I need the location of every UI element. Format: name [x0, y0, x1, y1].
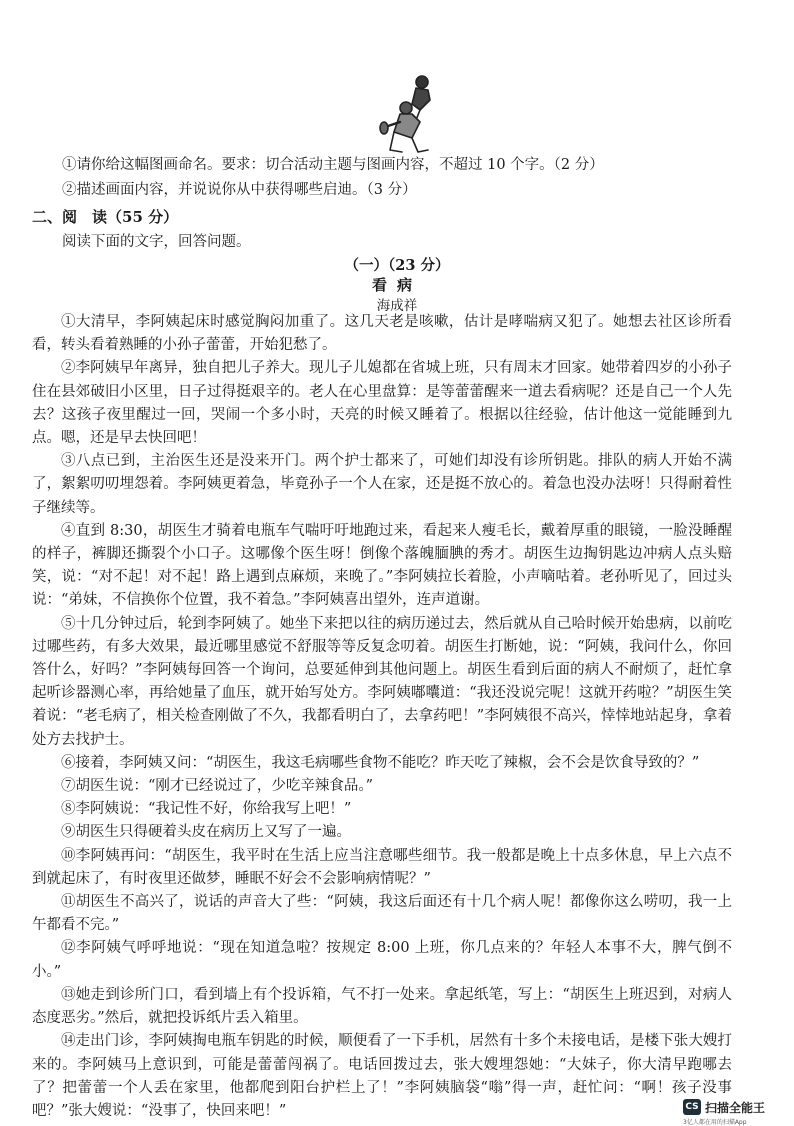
article-author: 海成祥 — [376, 298, 418, 314]
paragraph: ⑭走出门诊，李阿姨掏电瓶车钥匙的时候，顺便看了一下手机，居然有十多个未接电话，是楼下张大嫂打来的。李阿姨马上意识到，可能是蕾蕾闯祸了。电话回拨过去，张大嫂埋怨她：“大妹子，你大清早跑哪去了？把蕾蕾一个人丢在家里，他都爬到阳台护栏上了！”李阿姨脑袋“嗡”得一声，赶忙问：“啊！孩子没事吧？”张大嫂说：“没事了，快回来吧！” — [32, 1033, 732, 1119]
section-heading: 二、阅 读（55 分） — [32, 208, 179, 226]
paragraph: ⑨胡医生只得硬着头皮在病历上又写了一遍。 — [61, 824, 351, 841]
question-1: ①请你给这幅图画命名。要求：切合活动主题与图画内容，不超过 10 个字。（2 分） — [62, 157, 604, 173]
paragraph: ⑦胡医生说：“刚才已经说过了，少吃辛辣食品。” — [61, 778, 374, 795]
paragraph: ⑧李阿姨说：“我记性不好，你给我写上吧！” — [61, 801, 352, 818]
article-title: 看病 — [371, 276, 422, 294]
paragraph: ⑪胡医生不高兴了，说话的声音大了些：“阿姨，我这后面还有十几个病人呢！都像你这么唠叨，我一上午都看不完。” — [32, 894, 732, 934]
camscanner-tagline: 3亿人都在用的扫描App — [683, 1119, 747, 1126]
paragraph: ④直到 8:30，胡医生才骑着电瓶车气喘吁吁地跑过来，看起来人瘦毛长，戴着厚重的眼镜，一脸没睡醒的样子，裤脚还撕裂个小口子。这哪像个医生呀！倒像个落魄腼腆的秀才。胡医生边掏钥匙边冲病人点头赔笑，说：“对不起！对不起！路上遇到点麻烦，来晚了。”李阿姨拉长着脸，小声嘀咕着。老孙听见了，回过头说：“弟妹，不信换你个位置，我不着急。”李阿姨喜出望外，连声道谢。 — [32, 522, 732, 609]
paragraph: ①大清早，李阿姨起床时感觉胸闷加重了。这几天老是咳嗽，估计是哮喘病又犯了。她想去社区诊所看看，转头看着熟睡的小孙子蕾蕾，开始犯愁了。 — [32, 314, 732, 354]
paragraph: ③八点已到，主治医生还是没来开门。两个护士都来了，可她们却没有诊所钥匙。排队的病人开始不满了，絮絮叨叨埋怨着。李阿姨更着急，毕竟孙子一个人在家，还是挺不放心的。着急也没办法呀！只得耐着性子继续等。 — [32, 453, 732, 516]
paragraph: ⑫李阿姨气呼呼地说：“现在知道急啦？按规定 8:00 上班，你几点来的？年轻人本事不大，脾气倒不小。” — [32, 940, 732, 980]
paragraph: ②李阿姨早年离异，独自把儿子养大。现儿子儿媳都在省城上班，只有周末才回家。她带着四岁的小孙子住在县郊破旧小区里，日子过得挺艰辛的。老人在心里盘算：是等蕾蕾醒来一道去看病呢？还是自己一个人先去？这孩子夜里醒过一回，哭闹一个多小时，天亮的时候又睡着了。根据以往经验，估计他这一觉能睡到九点。嗯，还是早去快回吧！ — [32, 360, 732, 447]
part-label: （一）（23 分） — [344, 257, 450, 274]
camscanner-name: 扫描全能王 — [705, 1101, 766, 1115]
reading-instruction: 阅读下面的文字，回答问题。 — [62, 234, 251, 250]
paragraph: ⑩李阿姨再问：“胡医生，我平时在生活上应当注意哪些细节。我一般都是晚上十点多休息，早上六点不到就起床了，有时夜里还做梦，睡眠不好会不会影响病情呢？” — [32, 847, 732, 887]
camscanner-logo-icon: CS — [683, 1099, 701, 1115]
cartoon-illustration — [372, 70, 444, 155]
question-2: ②描述画面内容，并说说你从中获得哪些启迪。（3 分） — [62, 182, 417, 198]
paragraph: ⑬她走到诊所门口，看到墙上有个投诉箱，气不打一处来。拿起纸笔，写上：“胡医生上班迟到，对病人态度恶劣。”然后，就把投诉纸片丢入箱里。 — [32, 986, 732, 1027]
paragraph: ⑥接着，李阿姨又问：“胡医生，我这毛病哪些食物不能吃？昨天吃了辣椒，会不会是饮食导致的？” — [61, 754, 700, 771]
article-body — [32, 311, 732, 1123]
paragraph: ⑤十几分钟过后，轮到李阿姨了。她坐下来把以往的病历递过去，然后就从自己哈时候开始患病，以前吃过哪些药，有多大效果，最近哪里感觉不舒服等等反复念叨着。胡医生打断她，说：“阿姨，我问什么，你回答什么，好吗？”李阿姨每回答一个询问，总要延伸到其他问题上。胡医生看到后面的病人不耐烦了，赶忙拿起听诊器测心率，再给她量了血压，就开始写处方。李阿姨嘟囔道：“我还没说完呢！这就开药啦？”胡医生笑着说：“老毛病了，相关检查刚做了不久，我都看明白了，去拿药吧！”李阿姨很不高兴，悻悻地站起身，拿着处方去找护士。 — [32, 615, 732, 748]
